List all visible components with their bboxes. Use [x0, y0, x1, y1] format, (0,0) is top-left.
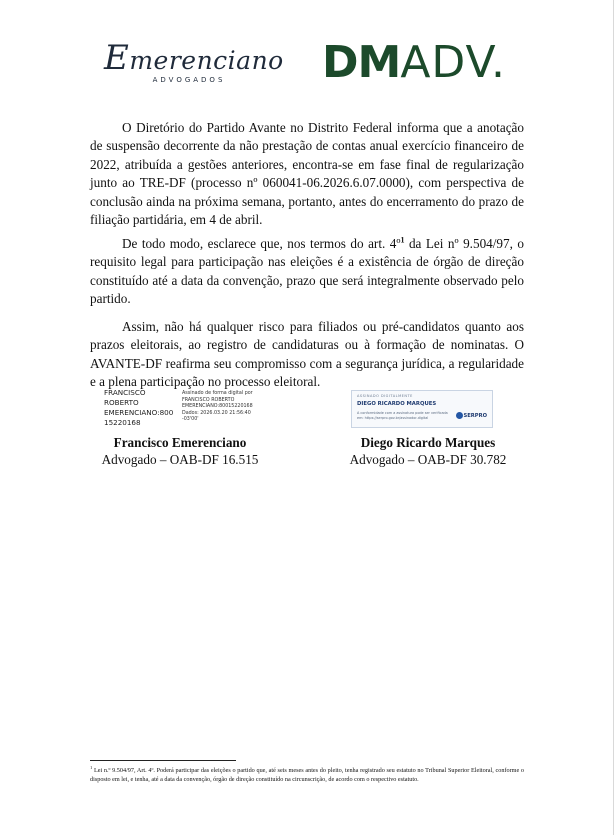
dmadv-logo	[322, 38, 506, 88]
footnote	[90, 766, 524, 785]
signature-block-diego	[323, 434, 533, 468]
paragraph-1: O Diretório do Partido Avante no Distrito Federal informa que a anotação de suspensão decorrente da não prestação de contas anual exercício financeiro de 2022, atribuída a gestões anteriores, encontra-se em fase final de regularização junto ao TRE-DF (processo nº 060041-06.2026.6.07.0000), com perspectiva de conclusão ainda na próxima semana, portanto, antes do encerramento do prazo de filiação partidária, em 4 de abril.	[90, 120, 524, 228]
emerenciano-logo	[104, 38, 284, 84]
signature-block-francisco	[75, 434, 285, 468]
signer-name: Francisco Emerenciano	[113, 435, 247, 450]
emerenciano-subtitle: ADVOGADOS	[152, 76, 226, 84]
serpro-logo-icon	[456, 412, 463, 419]
signer-title: Advogado – OAB-DF 16.515	[101, 452, 259, 467]
stamp-signature-info: Assinado de forma digital por FRANCISCO ROBERTO EMERENCIANO:80015220168 Dados: 2026.03.20 21:56:40 -03'00'	[182, 391, 253, 423]
paragraph-2-end: da Lei nº 9.504/97, o requisito legal para participação nas eleições é a existência de órgão de direção constituído até a data da convenção, prazo que será integralmente observado pelo partido.	[90, 236, 524, 307]
digital-signature-stamp-francisco	[104, 388, 264, 432]
footnote-number: 1	[90, 764, 93, 770]
stamp-label: ASSINADO DIGITALMENTE	[357, 394, 413, 398]
dmadv-logo-adv: ADV.	[400, 37, 506, 88]
emerenciano-name: merenciano	[129, 46, 284, 75]
signer-name: Diego Ricardo Marques	[360, 435, 496, 450]
digital-signature-stamp-diego	[351, 390, 493, 428]
emerenciano-wordmark	[104, 38, 284, 78]
emerenciano-initial: E	[104, 38, 130, 78]
stamp-verification-note: A conformidade com a assinatura pode ser verificada em: https://serpro.gov.br/assinador-digital	[357, 411, 448, 420]
paragraph-3: Assim, não há qualquer risco para filiados ou pré-candidatos quanto aos prazos eleitorais, ao registro de candidaturas ou à formação de nominatas. O AVANTE-DF reafirma seu compromisso com a segurança jurídica, a regularidade e a plena participação no processo eleitoral.	[90, 319, 524, 390]
footnote-text: Lei n.º 9.504/97, Art. 4º. Poderá participar das eleições o partido que, até seis meses antes do pleito, tenha registrado seu estatuto no Tribunal Superior Eleitoral, conforme o disposto em lei, e tenha, até a data da convenção, órgão de direção constituído na circunscrição, de acordo com o respectivo estatuto.	[90, 767, 524, 784]
stamp-signer-name: FRANCISCO ROBERTO EMERENCIANO:800 15220168	[104, 388, 174, 427]
dmadv-logo-dm: DM	[322, 37, 401, 88]
footnote-divider	[90, 760, 236, 761]
serpro-logo	[456, 412, 487, 419]
stamp-signer-name: DIEGO RICARDO MARQUES	[357, 401, 437, 407]
serpro-logo-text: SERPRO	[463, 413, 487, 419]
paragraph-2-start: De todo modo, esclarece que, nos termos do art. 4º	[122, 236, 401, 251]
footnote-reference[interactable]: 1	[400, 235, 405, 245]
signer-title: Advogado – OAB-DF 30.782	[349, 452, 507, 467]
paragraph-2	[90, 235, 524, 309]
